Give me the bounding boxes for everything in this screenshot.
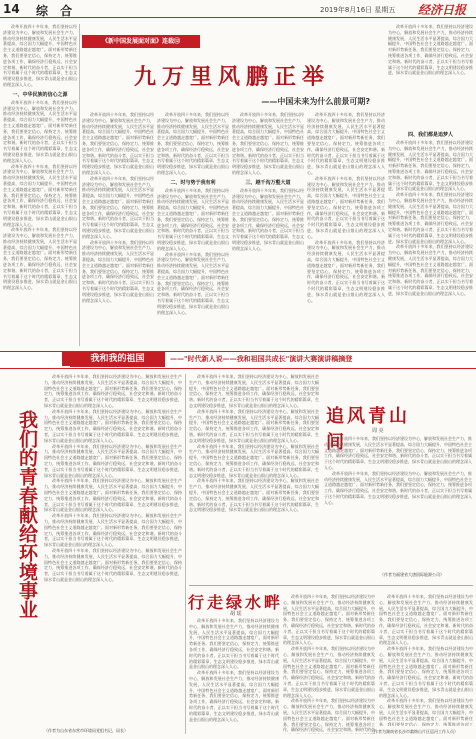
body-text: 改革开放四十多年来，我们坚持以经济建设为中心，解放和发展社会生产力，推动经济持续健康发展，人民生活水平显著提高，综合国力大幅提升，中国特色社会主义道路越走越宽广。面对新形势新任务，我们要坚定信心，保持定力，统筹推进各项工作，确保经济行稳致远，社会安定和谐。新时代的奋斗者，正以实干担当书写着属于这个时代的精彩篇章，生态文明建设稳步推进，绿水青山就是金山银山的理念深入人心。	[44, 478, 182, 513]
column-divider	[79, 24, 80, 346]
body-text: 改革开放四十多年来，我们坚持以经济建设为中心，解放和发展社会生产力，推动经济持续健康发展，人民生活水平显著提高，综合国力大幅提升，中国特色社会主义道路越走越宽广。面对新形势新任务，我们要坚定信心，保持定力，统筹推进各项工作，确保经济行稳致远，社会安定和谐。新时代的奋斗者，正以实干担当书写着属于这个时代的精彩篇章，生态文明建设稳步推进，绿水青山就是金山银山的理念深入人心。	[307, 175, 385, 239]
subhead: 一、中华民族的信心之源	[12, 91, 68, 98]
body-text: 改革开放四十多年来，我们坚持以经济建设为中心，解放和发展社会生产力，推动经济持续健康发展，人民生活水平显著提高，综合国力大幅提升，中国特色社会主义道路越走越宽广。面对新形势新任务，我们要坚定信心，保持定力，统筹推进各项工作，确保经济行稳致远，社会安定和谐。新时代的奋斗者，正以实干担当书写着属于这个时代的精彩篇章，生态文明建设稳步推进，绿水青山就是金山银山的理念深入人心。	[189, 408, 319, 443]
column-description: ——"时代新人说——我和祖国共成长"演讲大赛演讲稿摘登	[170, 355, 353, 363]
article-title-left: 我们的青春献给环境事业	[16, 410, 38, 619]
body-text: 改革开放四十多年来，我们坚持以经济建设为中心，解放和发展社会生产力，推动经济持续健康发展，人民生活水平显著提高，综合国力大幅提升，中国特色社会主义道路越走越宽广。面对新形势新任务，我们要坚定信心，保持定力，统筹推进各项工作，确保经济行稳致远，社会安定和谐。新时代的奋斗者，正以实干担当书写着属于这个时代的精彩篇章，生态文明建设稳步推进，绿水青山就是金山银山的理念深入人心。	[189, 670, 279, 722]
issue-date: 2019年8月16日 星期五	[320, 6, 396, 14]
body-text: 改革开放四十多年来，我们坚持以经济建设为中心，解放和发展社会生产力，推动经济持续健康发展，人民生活水平显著提高，综合国力大幅提升，中国特色社会主义道路越走越宽广。面对新形势新任务，我们要坚定信心，保持定力，统筹推进各项工作，确保经济行稳致远，社会安定和谐。新时代的奋斗者，正以实干担当书写着属于这个时代的精彩篇章，生态文明建设稳步推进，绿水青山就是金山银山的理念深入人心。	[324, 436, 472, 470]
body-text: 改革开放四十多年来，我们坚持以经济建设为中心，解放和发展社会生产力，推动经济持续健康发展，人民生活水平显著提高，综合国力大幅提升，中国特色社会主义道路越走越宽广。面对新形势新任务，我们要坚定信心，保持定力，统筹推进各项工作，确保经济行稳致远，社会安定和谐。新时代的奋斗者，正以实干担当书写着属于这个时代的精彩篇章，生态文明建设稳步推进，绿水青山就是金山银山的理念深入人心。	[388, 244, 473, 296]
page-number: 14	[3, 2, 20, 16]
body-text: 改革开放四十多年来，我们坚持以经济建设为中心，解放和发展社会生产力，推动经济持续健康发展，人民生活水平显著提高，综合国力大幅提升，中国特色社会主义道路越走越宽广。面对新形势新任务，我们要坚定信心，保持定力，统筹推进各项工作，确保经济行稳致远，社会安定和谐。新时代的奋斗者，正以实干担当书写着属于这个时代的精彩篇章，生态文明建设稳步推进，绿水青山就是金山银山的理念深入人心。	[44, 513, 182, 548]
column-4	[232, 112, 304, 346]
article-body-center-1	[189, 618, 279, 734]
article-author-center: 胡 瑶	[230, 611, 242, 617]
body-text: 改革开放四十多年来，我们坚持以经济建设为中心，解放和发展社会生产力，推动经济持续健康发展，人民生活水平显著提高，综合国力大幅提升，中国特色社会主义道路越走越宽广。面对新形势新任务，我们要坚定信心，保持定力，统筹推进各项工作，确保经济行稳致远，社会安定和谐。新时代的奋斗者，正以实干担当书写着属于这个时代的精彩篇章，生态文明建设稳步推进，绿水青山就是金山银山的理念深入人心。	[82, 175, 154, 239]
column-6	[388, 128, 473, 346]
body-text: 改革开放四十多年来，我们坚持以经济建设为中心，解放和发展社会生产力，推动经济持续健康发展，人民生活水平显著提高，综合国力大幅提升，中国特色社会主义道路越走越宽广。面对新形势新任务，我们要坚定信心，保持定力，统筹推进各项工作，确保经济行稳致远，社会安定和谐。新时代的奋斗者，正以实干担当书写着属于这个时代的精彩篇章，生态文明建设稳步推进，绿水青山就是金山银山的理念深入人心。	[157, 112, 229, 175]
column-7-top	[388, 24, 473, 124]
body-text: 改革开放四十多年来，我们坚持以经济建设为中心，解放和发展社会生产力，推动经济持续健康发展，人民生活水平显著提高，综合国力大幅提升，中国特色社会主义道路越走越宽广。面对新形势新任务，我们要坚定信心，保持定力，统筹推进各项工作，确保经济行稳致远，社会安定和谐。新时代的奋斗者，正以实干担当书写着属于这个时代的精彩篇章，生态文明建设稳步推进，绿水青山就是金山银山的理念深入人心。	[3, 227, 77, 291]
body-text: 改革开放四十多年来，我们坚持以经济建设为中心，解放和发展社会生产力，推动经济持续健康发展，人民生活水平显著提高，综合国力大幅提升，中国特色社会主义道路越走越宽广。面对新形势新任务，我们要坚定信心，保持定力，统筹推进各项工作，确保经济行稳致远，社会安定和谐。新时代的奋斗者，正以实干担当书写着属于这个时代的精彩篇章，生态文明建设稳步推进，绿水青山就是金山银山的理念深入人心。	[44, 408, 182, 443]
subhead: 四、我们都是追梦人	[407, 132, 453, 138]
body-text: 改革开放四十多年来，我们坚持以经济建设为中心，解放和发展社会生产力，推动经济持续健康发展，人民生活水平显著提高，综合国力大幅提升，中国特色社会主义道路越走越宽广。面对新形势新任务，我们要坚定信心，保持定力，统筹推进各项工作，确保经济行稳致远，社会安定和谐。新时代的奋斗者，正以实干担当书写着属于这个时代的精彩篇章，生态文明建设稳步推进，绿水青山就是金山银山的理念深入人心。	[44, 374, 182, 408]
body-text: 改革开放四十多年来，我们坚持以经济建设为中心，解放和发展社会生产力，推动经济持续健康发展，人民生活水平显著提高，综合国力大幅提升，中国特色社会主义道路越走越宽广。面对新形势新任务，我们要坚定信心，保持定力，统筹推进各项工作，确保经济行稳致远，社会安定和谐。新时代的奋斗者，正以实干担当书写着属于这个时代的精彩篇章，生态文明建设稳步推进，绿水青山就是金山银山的理念深入人心。	[3, 24, 77, 87]
body-text: 改革开放四十多年来，我们坚持以经济建设为中心，解放和发展社会生产力，推动经济持续健康发展，人民生活水平显著提高，综合国力大幅提升，中国特色社会主义道路越走越宽广。面对新形势新任务，我们要坚定信心，保持定力，统筹推进各项工作，确保经济行稳致远，社会安定和谐。新时代的奋斗者，正以实干担当书写着属于这个时代的精彩篇章，生态文明建设稳步推进，绿水青山就是金山银山的理念深入人心。	[157, 251, 229, 315]
body-text: 改革开放四十多年来，我们坚持以经济建设为中心，解放和发展社会生产力，推动经济持续健康发展，人民生活水平显著提高，综合国力大幅提升，中国特色社会主义道路越走越宽广。面对新形势新任务，我们要坚定信心，保持定力，统筹推进各项工作，确保经济行稳致远，社会安定和谐。新时代的奋斗者，正以实干担当书写着属于这个时代的精彩篇章，生态文明建设稳步推进，绿水青山就是金山银山的理念深入人心。	[307, 112, 385, 175]
body-text: 改革开放四十多年来，我们坚持以经济建设为中心，解放和发展社会生产力，推动经济持续健康发展，人民生活水平显著提高，综合国力大幅提升，中国特色社会主义道路越走越宽广。面对新形势新任务，我们要坚定信心，保持定力，统筹推进各项工作，确保经济行稳致远，社会安定和谐。新时代的奋斗者，正以实干担当书写着属于这个时代的精彩篇章，生态文明建设稳步推进，绿水青山就是金山银山的理念深入人心。	[3, 163, 77, 227]
article-body-center-3	[379, 594, 473, 726]
body-text: 改革开放四十多年来，我们坚持以经济建设为中心，解放和发展社会生产力，推动经济持续健康发展，人民生活水平显著提高，综合国力大幅提升，中国特色社会主义道路越走越宽广。面对新形势新任务，我们要坚定信心，保持定力，统筹推进各项工	[379, 698, 473, 726]
column-5	[307, 112, 385, 346]
body-text: 改革开放四十多年来，我们坚持以经济建设为中心，解放和发展社会生产力，推动经济持续健康发展，人民生活水平显著提高，综合国力大幅提升，中国特色社会主义道路越走越宽广。面对新形势新任务，我们要坚定信心，保持定力，统筹推进各项工作，确保经济行稳致远，社会安定和谐。新时代的奋斗者，正以实干担当书写着属于这个时代的精彩篇章，生态文明建设稳步推进，绿水青山就是金山银山的理念深入人心。	[324, 470, 472, 505]
article-author-right: 周 亮	[372, 428, 384, 434]
feature-subtitle: ——中国未来为什么前景可期?	[261, 97, 370, 106]
newspaper-logo: 经济日报	[418, 3, 467, 17]
article-body-center-2	[283, 594, 375, 734]
section-name: 综 合	[36, 4, 77, 18]
article-body-left	[44, 374, 182, 724]
body-text: 改革开放四十多年来，我们坚持以经济建设为中心，解放和发展社会生产力，推动经济持续健康发展，人民生活水平显著提高，综合国力大幅提升，中国特色社会主义道路越走越宽广。面对新形势新任务，我们要坚定信心，保持定力，统筹推进各项工作，确保经济行稳致远，社会安定和谐。新时代的奋斗者，正以实干担当书写着属于这个时代的精彩篇章，生态文明建设稳步推进，绿水青山就是金山银山的理念深入人心。	[232, 187, 304, 251]
body-text: 改革开放四十多年来，我们坚持以经济建设为中心，解放和发展社会生产力，推动经济持续健康发展，人民生活水平显著提高，综合国力大幅提升，中国特色社会主义道路越走越宽广。面对新形势新任务，我们要坚定信心，保持定力，统筹推进各项工作，确保经济行稳致远，社会安定和谐。新时代的奋斗者，正以实干担当书写着属于这个时代的精彩篇章，生态文明建设稳步推进，绿水青山就是金山银山的理念深入人心。	[379, 594, 473, 646]
body-text: 改革开放四十多年来，我们坚持以经济建设为中心，解放和发展社会生产力，推动经济持续健康发展，人民生活水平显著提高，综合国力大幅提升，中国特色社会主义道路越走越宽广。面对新形势新任务，我们要坚定信心，保持定力，统筹推进各项工作，确保经济行稳致远，社会安定和谐。新时代的奋斗者，正以实干担当书写着属于这个时代的精彩篇章，生态文明建设稳步推进，绿水青山就是金山银山的理念深入人心。	[82, 112, 154, 175]
feature-title: 九万里风鹏正举	[133, 64, 330, 90]
body-text: 改革开放四十多年来，我们坚持以经济建设为中心，解放和发展社会生产力，推动经济持续健康发展，人民生活水平显著提高，综合国力大幅提升，中国特色社会主义道路越走越宽广。面对新形势新任务，我们要坚定信心，保持定力，统筹推进各项工作，确保经济行稳致远，社会安定和谐。新时代的奋斗者，正以实干担当书写着属于这个时代的精彩篇章，生态文明建设稳步推进，绿水青山就是金山银山的理念深入人心。	[189, 478, 319, 513]
column-2	[82, 112, 154, 346]
body-text: 改革开放四十多年来，我们坚持以经济建设为中心，解放和发展社会生产力，推动经济持续健康发展，人民生活水平显著提高，综合国力大幅提升，中国特色社会主义道路越走越宽广。面对新形势新任务，我们要坚定信心，保持定力，统筹推进各项工作，确保经济行稳致远，社会安定和谐。新时代的奋	[283, 698, 375, 733]
column-divider	[185, 374, 186, 734]
body-text: 改革开放四十多年来，我们坚持以经济建设为中心，解放和发展社会生产力，推动经济持续健康发展，人民生活水平显著提高，综合国力大幅提升，中国特色社会主义道路越走越宽广。面对新形势新任务，我们要坚定信心，保持定力，统筹推进各项工作，确保经济行稳致远，社会安定和谐。新时代的奋斗者，正以实干担当书写着属于这个时代的精彩篇章，生态文明建设稳步推进，绿水青山就是金山银山的理念深入人心。	[44, 443, 182, 478]
body-text: 改革开放四十多年来，我们坚持以经济建设为中心，解放和发展社会生产力，推动经济持续健康发展，人民生活水平显著提高，综合国力大幅提升，中国特色社会主义道路越走越宽广。面对新形势新任务，我们要坚定信心，保持定力，统筹推进各项工作，确保经济行稳致远，社会安定和谐。新时代的奋斗者，正以实干担当书写着属于这个时代的精彩篇章，生态文明建设稳步推进，绿水青山就是金山银山的理念深入人心。	[232, 112, 304, 175]
body-text: 改革开放四十多年来，我们坚持以经济建设为中心，解放和发展社会生产力，推动经济持续健康发展，人民生活水平显著提高，综合国力大幅提升，中国特色社会主义道路越走越宽广。面对新形势新任务，我们要坚定信心，保持定力，统筹推进各项工作，确保经济行稳致远，社会安定和谐。新时代的奋斗者，正以实干担当书写着属于这个时代的精彩篇章，生态文明建设稳步推进，绿水青山就是金山银山的理念深入人心。	[283, 594, 375, 646]
author-note-center: （作者为湖南省长沙市翁锦山片区巡河工作人员）	[370, 729, 458, 734]
body-text: 改革开放四十多年来，我们坚持以经济建设为中心，解放和发展社会生产力，推动经济持续健康发展，人民生活水平显著提高，综合国力大幅提升，中国特色社会主义道路越走越宽广。面对新形势新任务，我们要坚定信心，保持定力，统筹推进各项工作，确保经济行稳致远，社会安定和谐。新时代的奋斗者，正以实干担当书写着属于这个时代的精彩篇章，生态文明建设稳步推进，绿水青山就是金山银山的理念深入人心。	[44, 547, 182, 582]
article-body-middle-upper	[189, 374, 319, 582]
masthead	[0, 0, 476, 18]
body-text: 改革开放四十多年来，我们坚持以经济建设为中心，解放和发展社会生产力，推动经济持续健康发展，人民生活水平显著提高，综合国力大幅提升，中国特色社会主义道路越走越宽广。面对新形势新任务，我们要坚定信心，保持定力，统筹推进各项工作，确保经济行稳致远，社会安定和谐。新时代的奋斗者，正以实干担当书写着属于这个时代的精彩篇章，生态文明建设稳步推进，绿水青山就是金山银山的理念深入人心。	[307, 239, 385, 303]
subhead: 二、时与势于我有利	[170, 179, 216, 186]
column-3	[157, 112, 229, 346]
series-banner: 《新中国发展面对面》连载⑫	[82, 35, 200, 48]
body-text: 改革开放四十多年来，我们坚持以经济建设为中心，解放和发展社会生产力，推动经济持续健康发展，人民生活水平显著提高，综合国力大幅提升，中国特色社会主义道路越走越宽广。面对新形势新任务，我们要坚定信心，保持定力，统筹推进各项工作，确保经济行稳致远，社会安定和谐。新时代的奋斗者，正以实干担当书写着属于这个时代的精彩篇章，生态文明建设稳步推进，绿水青山就是金山银山的理念深入人心。	[157, 187, 229, 251]
body-text: 改革开放四十多年来，我们坚持以经济建设为中心，解放和发展社会生产力，推动经济持续健康发展，人民生活水平显著提高，综合国力大幅提升，中国特色社会主义道路越走越宽广。面对新形势新任务，我们要坚定信心，保持定力，统筹推进各项工作，确保经济行稳致远，社会安定和谐。新时代的奋斗者，正以实干担当书写着属于这个时代的精彩篇章，生态文明建设稳步推进，绿水青山就是金山银山的理念深入人心。	[379, 646, 473, 698]
column-1	[3, 24, 77, 346]
body-text: 改革开放四十多年来，我们坚持以经济建设为中心，解放和发展社会生产力，推动经济持续健康发展，人民生活水平显著提高，综合国力大幅提升，中国特色社会主义道路越走越宽广。面对新形势新任务，我们要坚定信心，保持定力，统筹推进各项工作，确保经济行稳致远，社会安定和谐。新时代的奋斗者，正以实干担当书写着属于这个时代的精彩篇章，生态文明建设稳步推进，绿水青山就是金山银山的理念深入人心。	[388, 140, 473, 192]
body-text: 改革开放四十多年来，我们坚持以经济建设为中心，解放和发展社会生产力，推动经济持续健康发展，人民生活水平显著提高，综合国力大幅提升，中国特色社会主义道路越走越宽广。面对新形势新任务，我们要坚定信心，保持定力，统筹推进各项工作，确保经济行稳致远，社会安定和谐。新时代的奋斗者，正以实干担当书写着属于这个时代的精彩篇章，生态文明建设稳步推进，绿水青山就是金山银山的理念深入人心。	[388, 24, 473, 76]
article-title-right: 追风青山间	[326, 406, 410, 453]
body-text: 改革开放四十多年来，我们坚持以经济建设为中心，解放和发展社会生产力，推动经济持续健康发展，人民生活水平显著提高，综合国力大幅提升，中国特色社会主义道路越走越宽广。面对新形势新任务，我们要坚定信心，保持定力，统筹推进各项工作，确保经济行稳致远，社会安定和谐。新时代的奋斗者，正以实干担当书写着属于这个时代的精彩篇章，生态文明建设稳步推进，绿水青山就是金山银山的理念深入人心。	[189, 443, 319, 478]
divider-rule	[189, 585, 473, 586]
body-text: 改革开放四十多年来，我们坚持以经济建设为中心，解放和发展社会生产力，推动经济持续健康发展，人民生活水平显著提高，综合国力大幅提升，中国特色社会主义道路越走越宽广。面对新形势新任务，我们要坚定信心，保持定力，统筹推进各项工作，确保经济行稳致远，社会安定和谐。新时代的奋斗者，正以实干担当书写着属于这个时代的精彩篇章，生态文明建设稳步推进，绿水青山就是金山银山的理念深入人心。	[189, 618, 279, 670]
article-body-right-upper	[324, 436, 472, 556]
body-text: 改革开放四十多年来，我们坚持以经济建设为中心，解放和发展社会生产力，推动经济持续健康发展，人民生活水平显著提高，综合国力大幅提升，中国特色社会主义道路越走越宽广。面对新形势新任务，我们要坚定信心，保持定力，统筹推进各项工作，确保经济行稳致远，社会安定和谐。新时代的奋斗者，正以实干担当书写着属于这个时代的精彩篇章，生态文明建设稳步推进，绿水青山就是金山银山的理念深入人心。	[3, 99, 77, 163]
body-text: 改革开放四十多年来，我们坚持以经济建设为中心，解放和发展社会生产力，推动经济持续健康发展，人民生活水平显著提高，综合国力大幅提升，中国特色社会主义道路越走越宽广。面对新形势新任务，我们要坚定信心，保持定力，统筹推进各项工作，确保经济行稳致远，社会安定和谐。新时代的奋斗者，正以实干担当书写着属于这个时代的精彩篇章，生态文明建设稳步推进，绿水青山就是金山银山的理念深入人心。	[388, 192, 473, 244]
body-text: 改革开放四十多年来，我们坚持以经济建设为中心，解放和发展社会生产力，推动经济持续健康发展，人民生活水平显著提高，综合国力大幅提升，中国特色社会主义道路越走越宽广。面对新形势新任务，我们要坚定信心，保持定力，统筹推进各项工作，确保经济行稳致远，社会安定和谐。新时代的奋斗者，正以实干担当书写着属于这个时代的精彩篇章，生态文明建设稳步推进，绿水青山就是金山银山的理念深入人心。	[189, 374, 319, 408]
body-text: 改革开放四十多年来，我们坚持以经济建设为中心，解放和发展社会生产力，推动经济持续健康发展，人民生活水平显著提高，综合国力大幅提升，中国特色社会主义道路越走越宽广。面对新形势新任务，我们要坚定信心，保持定力，统筹推进各项工作，确保经济行稳致远，社会安定和谐。新时代的奋斗者，正以实干担当书写着属于这个时代的精彩篇章，生态文明建设稳步推进，绿水青山就是金山银山的理念深入人心。	[283, 646, 375, 698]
body-text: 改革开放四十多年来，我们坚持以经济建设为中心，解放和发展社会生产力，推动经济持续健康发展，人民生活水平显著提高，综合国力大幅提升，中国特色社会主义道路越走越宽广。面对新形势新任务，我们要坚定信心，保持定力，统筹推进各项工作，确保经济行稳致远，社会安定和谐。新时代的奋斗者，正以实干担当书写着属于这个时代的精彩篇章，生态文明建设稳步推进，绿水青山就是金山银山的理念深入人心。	[82, 239, 154, 303]
column-logo: 我和我的祖国	[70, 352, 165, 367]
subhead: 三、越千沟万壑大道	[245, 179, 291, 186]
author-note-left: （作者为山东省东营市环境局党组书记、局长）	[44, 728, 128, 733]
author-note-right: （作者为福建省大唐国际能源公司）	[380, 572, 444, 577]
article-title-center: 行走绿水畔	[188, 593, 284, 612]
